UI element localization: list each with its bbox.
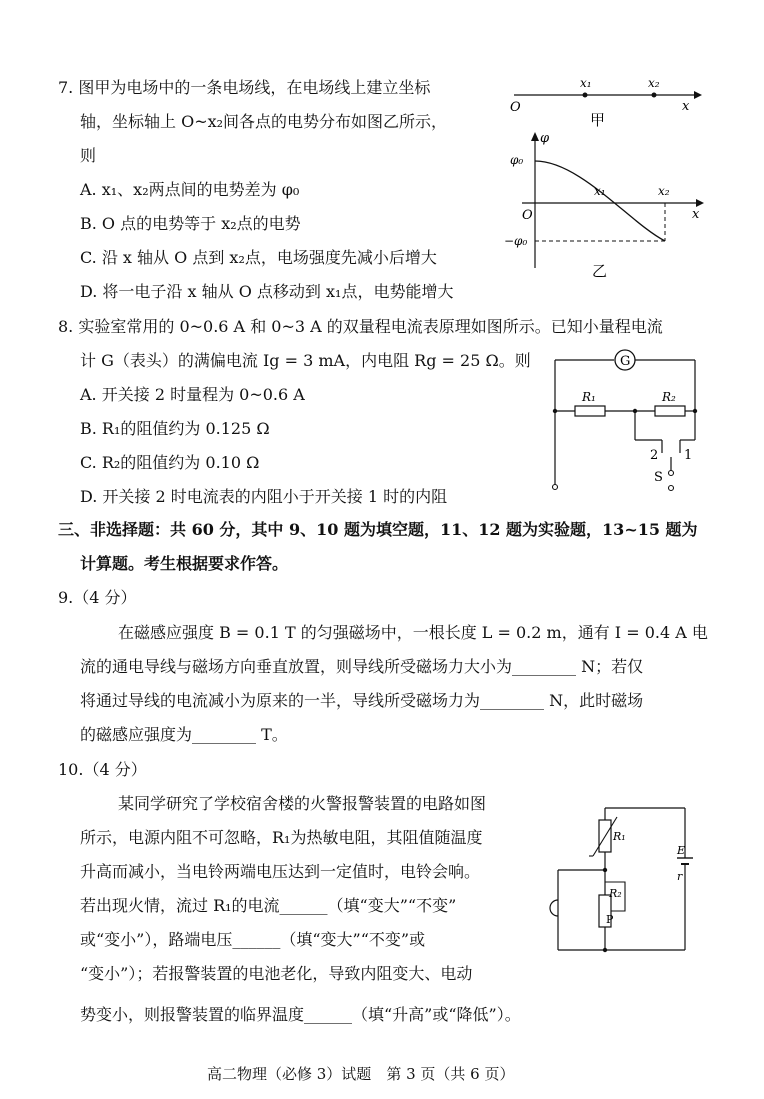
q9-line-4: 的磁感应强度为________ T。 xyxy=(80,725,288,744)
q10-line-3: 升高而减小，当电铃两端电压达到一定值时，电铃会响。 xyxy=(80,862,481,881)
q8-stem-line-1: 8. 实验室常用的 0~0.6 A 和 0~3 A 的双量程电流表原理如图所示。已知小量程电流 xyxy=(58,317,663,336)
terminal-left-icon xyxy=(553,485,558,490)
q7-stem-line-2: 轴，坐标轴上 O~x₂间各点的电势分布如图乙所示， xyxy=(80,112,448,131)
q10-line-1: 某同学研究了学校宿舍楼的火警报警装置的电路如图 xyxy=(118,794,487,813)
internal-r-label: r xyxy=(677,870,683,883)
phi-axis-arrow-icon xyxy=(531,132,539,141)
q10-line-2: 所示，电源内阻不可忽略，R₁为热敏电阻，其阻值随温度 xyxy=(80,828,483,847)
q8-option-d: D. 开关接 2 时电流表的内阻小于开关接 1 时的内阻 xyxy=(80,487,448,506)
x-axis-arrow-icon xyxy=(696,199,704,207)
q8-circuit-diagram xyxy=(540,345,710,495)
yi-phi0-label: φ₀ xyxy=(510,153,524,167)
emf-label: E xyxy=(677,844,686,857)
q8-option-a: A. 开关接 2 时量程为 0~0.6 A xyxy=(80,385,305,404)
switch-label: S xyxy=(654,470,663,485)
section3-heading-line-2: 计算题。考生根据要求作答。 xyxy=(80,554,289,573)
page-footer: 高二物理（必修 3）试题 第 3 页（共 6 页） xyxy=(207,1065,515,1083)
terminal-right-icon xyxy=(669,486,674,491)
switch-pivot-icon xyxy=(669,471,674,476)
r1-label: R₁ xyxy=(613,830,626,843)
yi-caption: 乙 xyxy=(592,262,608,280)
q9-head: 9.（4 分） xyxy=(58,588,137,607)
jia-axis-label: x xyxy=(682,99,690,114)
potential-curve xyxy=(535,161,665,241)
axis-arrow-icon xyxy=(694,91,702,99)
q9-line-3: 将通过导线的电流减小为原来的一半，导线所受磁场力为________ N，此时磁场 xyxy=(80,691,644,710)
jia-x1-label: x₁ xyxy=(580,76,592,90)
section3-heading-line-1: 三、非选择题：共 60 分，其中 9、10 题为填空题，11、12 题为实验题，13~15 题为 xyxy=(58,520,698,539)
yi-neg-phi0-label: −φ₀ xyxy=(504,234,528,248)
q7-option-d: D. 将一电子沿 x 轴从 O 点移动到 x₁点，电势能增大 xyxy=(80,282,454,301)
q10-circuit-diagram xyxy=(540,800,710,960)
jia-x2-label: x₂ xyxy=(648,76,660,90)
point-x1 xyxy=(583,93,588,98)
jia-origin-label: O xyxy=(510,100,521,115)
q9-line-2: 流的通电导线与磁场方向垂直放置，则导线所受磁场力大小为________ N；若仅 xyxy=(80,657,644,676)
q10-head: 10.（4 分） xyxy=(58,760,147,779)
q7-option-c: C. 沿 x 轴从 O 点到 x₂点，电场强度先减小后增大 xyxy=(80,248,437,267)
yi-origin-label: O xyxy=(522,208,533,223)
jia-caption: 甲 xyxy=(590,111,606,129)
yi-x2-label: x₂ xyxy=(658,184,670,198)
q7-option-a: A. x₁、x₂两点间的电势差为 φ₀ xyxy=(80,180,300,199)
resistor-r2-icon xyxy=(655,406,685,416)
yi-axis-label: x xyxy=(692,207,700,222)
q8-stem-line-2: 计 G（表头）的满偏电流 Ig = 3 mA，内电阻 Rg = 25 Ω。则 xyxy=(80,351,531,370)
q7-option-b: B. O 点的电势等于 x₂点的电势 xyxy=(80,214,301,233)
bell-icon xyxy=(550,900,558,916)
switch-pos-1-label: 1 xyxy=(684,448,693,463)
yi-x1-label: x₁ xyxy=(594,184,606,198)
point-x2 xyxy=(652,93,657,98)
q10-line-4: 若出现火情，流过 R₁的电流______（填“变大”“不变” xyxy=(80,896,457,915)
q7-stem-line-3: 则 xyxy=(80,146,97,165)
q9-line-1: 在磁感应强度 B = 0.1 T 的匀强磁场中，一根长度 L = 0.2 m，通有 I = 0.4 A 电 xyxy=(118,623,708,642)
q10-line-5: 或“变小”），路端电压______（填“变大”“不变”或 xyxy=(80,930,426,949)
r2-label: R₂ xyxy=(609,887,622,900)
slider-p-label: P xyxy=(606,913,614,926)
switch-pos-2-label: 2 xyxy=(650,448,659,463)
q8-option-b: B. R₁的阻值约为 0.125 Ω xyxy=(80,419,270,438)
r1-label: R₁ xyxy=(582,390,596,404)
q10-line-7: 势变小，则报警装置的临界温度______（填“升高”或“降低”）。 xyxy=(80,1005,521,1024)
r2-label: R₂ xyxy=(662,390,676,404)
resistor-r1-icon xyxy=(575,406,605,416)
q7-stem-line-1: 7. 图甲为电场中的一条电场线，在电场线上建立坐标 xyxy=(58,78,431,97)
yi-phi-label: φ xyxy=(540,131,550,146)
meter-label: G xyxy=(620,354,631,369)
q8-option-c: C. R₂的阻值约为 0.10 Ω xyxy=(80,453,260,472)
q7-figure-yi xyxy=(500,128,710,280)
q7-figure-jia xyxy=(500,70,710,132)
q10-line-6: “变小”）；若报警装置的电池老化，导致内阻变大、电动 xyxy=(80,964,473,983)
